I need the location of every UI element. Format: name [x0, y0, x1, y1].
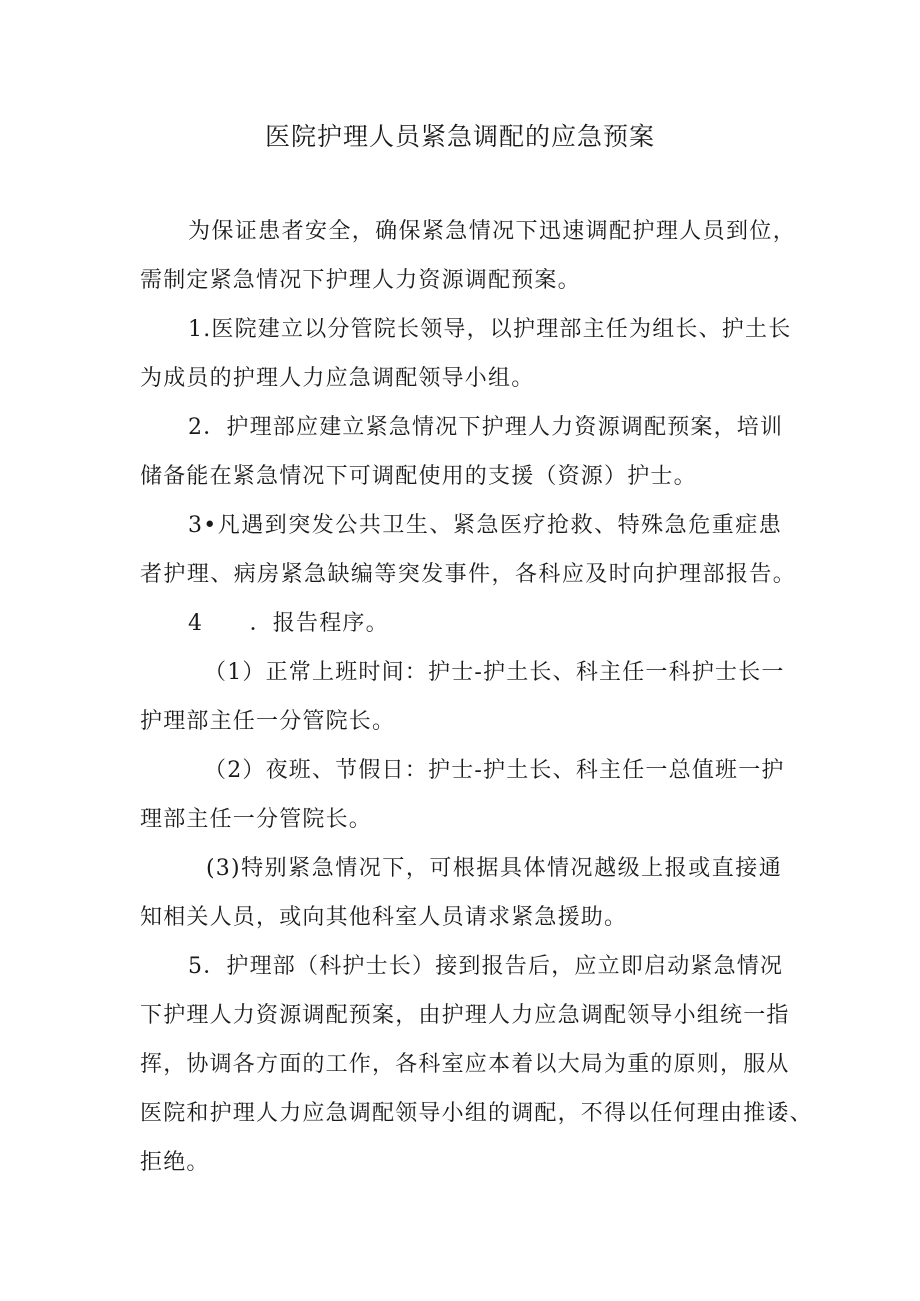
item-4-3-line-1: (3)特别紧急情况下，可根据具体情况越级上报或直接通 [206, 856, 782, 881]
paragraph-intro-line-2: 需制定紧急情况下护理人力资源调配预案。 [140, 268, 581, 293]
paragraph-intro-line-1: 为保证患者安全，确保紧急情况下迅速调配护理人员到位， [188, 219, 796, 244]
item-2-line-2: 储备能在紧急情况下可调配使用的支援（资源）护士。 [140, 464, 697, 489]
item-5-line-4: 医院和护理人力应急调配领导小组的调配，不得以任何理由推诿、 [140, 1101, 813, 1126]
item-4-3-line-2: 知相关人员，或向其他科室人员请求紧急援助。 [140, 905, 628, 930]
item-4-2-line-2: 理部主任一分管院长。 [140, 807, 373, 832]
item-5-line-2: 下护理人力资源调配预案，由护理人力应急调配领导小组统一指 [140, 1003, 790, 1028]
item-1-line-1: 1.医院建立以分管院长领导，以护理部主任为组长、护土长 [188, 317, 792, 342]
document-title: 医院护理人员紧急调配的应急预案 [264, 122, 655, 151]
item-4-2-line-1: （2）夜班、节假日：护士-护土长、科主任一总值班一护 [204, 758, 785, 783]
item-4-1-line-2: 护理部主任一分管院长。 [140, 709, 396, 734]
item-3-line-2: 者护理、病房紧急缺编等突发事件，各科应及时向护理部报告。 [140, 562, 796, 587]
item-2-line-1: 2．护理部应建立紧急情况下护理人力资源调配预案，培训 [188, 415, 784, 440]
item-5-line-3: 挥，协调各方面的工作，各科室应本着以大局为重的原则，服从 [140, 1052, 790, 1077]
item-5-line-1: 5．护理部（科护士长）接到报告后，应立即启动紧急情况 [188, 954, 784, 979]
item-4-line-1: 4 ．报告程序。 [188, 611, 389, 636]
item-5-line-5: 拒绝。 [140, 1150, 210, 1175]
item-3-line-1: 3•凡遇到突发公共卫生、紧急医疗抢救、特殊急危重症患 [188, 513, 782, 538]
item-4-1-line-1: （1）正常上班时间：护士-护土长、科主任一科护士长一 [204, 660, 785, 685]
item-1-line-2: 为成员的护理人力应急调配领导小组。 [140, 366, 535, 391]
